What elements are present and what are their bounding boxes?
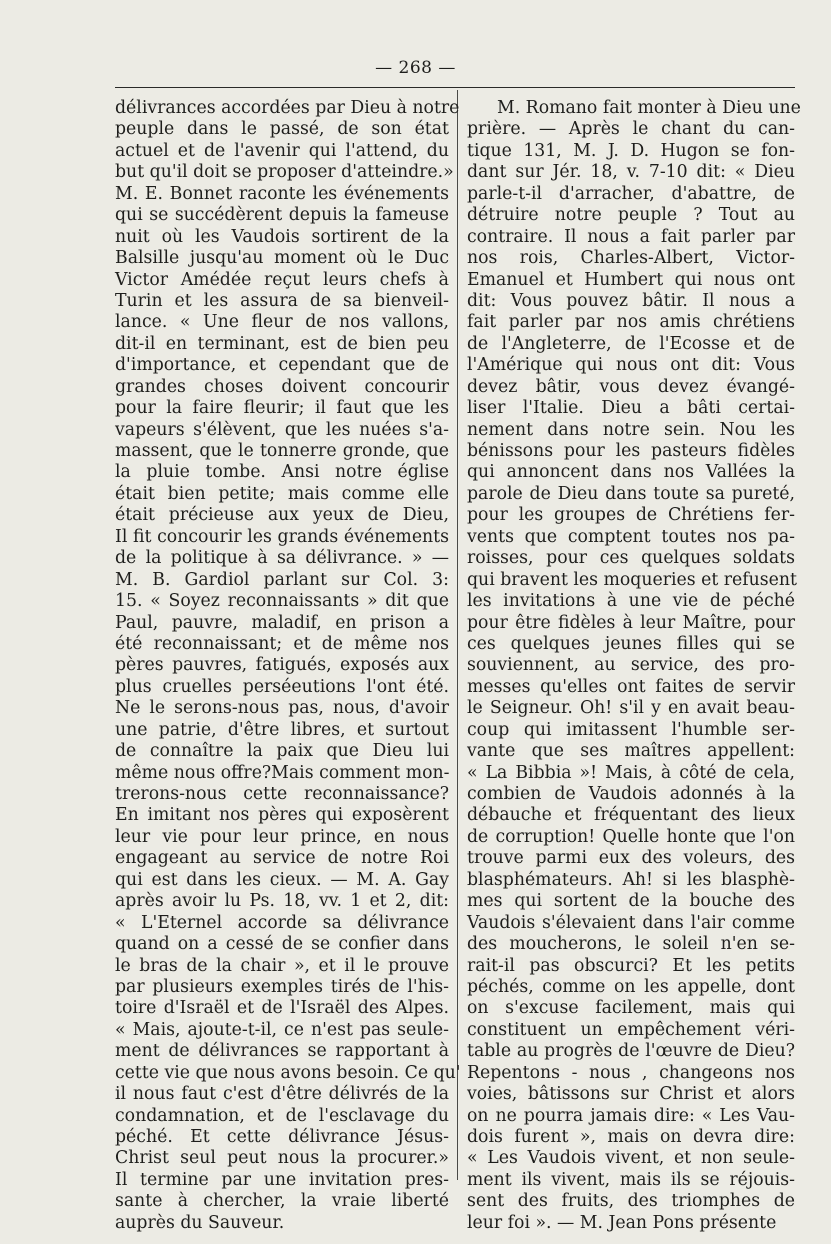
- text-line: Vaudois s'élevaient dans l'air comme: [467, 912, 795, 933]
- text-line: Balsille jusqu'au moment où le Duc: [115, 248, 449, 269]
- text-line: auprès du Sauveur.: [115, 1212, 285, 1233]
- text-line: plus cruelles perséeutions l'ont été.: [115, 676, 449, 697]
- text-line: fait parler par nos amis chrétiens: [467, 312, 795, 333]
- text-line: prière. — Après le chant du can-: [467, 119, 795, 140]
- text-line: le Seigneur. Oh! s'il y en avait beau-: [467, 698, 795, 719]
- text-line: parole de Dieu dans toute sa pureté,: [467, 483, 795, 504]
- text-line: même nous offre?Mais comment mon-: [115, 762, 450, 783]
- text-line: toire d'Israël et de l'Israël des Alpes.: [115, 998, 449, 1019]
- text-line: Ne le serons-nous pas, nous, d'avoir: [115, 698, 449, 719]
- text-line: Turin et les assura de sa bienveil-: [115, 290, 449, 311]
- text-line: vapeurs s'élèvent, que les nuées s'a-: [115, 419, 449, 440]
- text-line: de connaître la paix que Dieu lui: [115, 741, 449, 762]
- text-line: été reconnaissant; et de même nos: [115, 633, 449, 654]
- text-line: massent, que le tonnerre gronde, que: [115, 441, 449, 461]
- text-line: lance. « Une fleur de nos vallons,: [115, 312, 449, 333]
- text-line: Paul, pauvre, maladif, en prison a: [115, 612, 449, 633]
- page-number: — 268 —: [375, 58, 456, 78]
- text-line: dant sur Jér. 18, v. 7-10 dit: « Dieu: [467, 162, 795, 183]
- text-line: les invitations à une vie de péché: [467, 591, 795, 612]
- text-line: était bien petite; mais comme elle: [115, 483, 449, 504]
- right-column: [467, 98, 801, 1234]
- text-line: souviennent, au service, des pro-: [467, 655, 795, 676]
- text-line: Il termine par une invitation pres-: [115, 1169, 449, 1190]
- text-line: sante à chercher, la vraie liberté: [115, 1191, 449, 1212]
- text-line: leur vie pour leur prince, en nous: [115, 826, 449, 847]
- text-line: la pluie tombe. Ansi notre église: [115, 462, 449, 483]
- text-line: péché. Et cette délivrance Jésus-: [115, 1127, 449, 1147]
- text-line: péchés, comme on les appelle, dont: [467, 976, 795, 997]
- text-line: nement dans notre sein. Nou les: [467, 419, 795, 440]
- text-line: mes qui sortent de la bouche des: [467, 891, 795, 912]
- text-line: leur foi ». — M. Jean Pons présente: [467, 1212, 777, 1233]
- text-line: trerons-nous cette reconnaissance?: [115, 784, 449, 804]
- text-line: M. E. Bonnet raconte les événements: [115, 183, 449, 204]
- text-line: d'importance, et cependant que de: [115, 355, 449, 376]
- header-rule: [115, 87, 795, 88]
- text-line: constituent un empêchement véri-: [467, 1019, 795, 1040]
- text-line: roisses, pour ces quelques soldats: [467, 548, 795, 569]
- text-line: pour être fidèles à leur Maître, pour: [467, 612, 795, 633]
- text-line: il nous faut c'est d'être délivrés de la: [115, 1084, 449, 1105]
- text-line: peuple dans le passé, de son état: [115, 119, 449, 140]
- text-line: parle-t-il d'arracher, d'abattre, de: [467, 183, 795, 204]
- text-line: 15. « Soyez reconnaissants » dit que: [115, 591, 449, 612]
- text-line: table au progrès de l'œuvre de Dieu?: [467, 1041, 795, 1062]
- text-line: bénissons pour les pasteurs fidèles: [467, 441, 795, 461]
- text-line: ces quelques jeunes filles qui se: [467, 633, 795, 654]
- text-line: messes qu'elles ont faites de servir: [467, 676, 795, 697]
- text-line: « L'Eternel accorde sa délivrance: [115, 912, 449, 933]
- text-line: grandes choses doivent concourir: [115, 376, 449, 397]
- text-line: rait-il pas obscurci? Et les petits: [467, 955, 795, 976]
- text-line: une patrie, d'être libres, et surtout: [115, 719, 449, 740]
- text-line: blasphémateurs. Ah! si les blasphè-: [467, 869, 795, 890]
- text-line: des moucherons, le soleil n'en se-: [467, 934, 795, 955]
- text-line: était précieuse aux yeux de Dieu,: [115, 505, 449, 526]
- text-line: trouve parmi eux des voleurs, des: [467, 848, 795, 869]
- text-line: dit: Vous pouvez bâtir. Il nous a: [467, 290, 795, 311]
- text-line: délivrances accordées par Dieu à notre: [115, 98, 460, 118]
- text-line: « Les Vaudois vivent, et non seule-: [467, 1148, 795, 1169]
- text-line: l'Amérique qui nous ont dit: Vous: [467, 355, 795, 376]
- text-line: nuit où les Vaudois sortirent de la: [115, 226, 449, 247]
- text-line: de l'Angleterre, de l'Ecosse et de: [467, 333, 795, 354]
- text-line: pour les groupes de Chrétiens fer-: [467, 505, 795, 526]
- text-line: Repentons - nous , changeons nos: [467, 1062, 795, 1083]
- text-line: cette vie que nous avons besoin. Ce qu': [115, 1062, 461, 1083]
- text-line: M. B. Gardiol parlant sur Col. 3:: [115, 569, 449, 590]
- text-line: Emanuel et Humbert qui nous ont: [467, 269, 795, 290]
- text-line: par plusieurs exemples tirés de l'his-: [115, 976, 449, 997]
- text-line: liser l'Italie. Dieu a bâti certai-: [467, 398, 795, 419]
- text-line: M. Romano fait monter à Dieu une: [497, 98, 801, 118]
- text-line: condamnation, et de l'esclavage du: [115, 1105, 449, 1126]
- text-line: « Mais, ajoute-t-il, ce n'est pas seule-: [115, 1019, 449, 1040]
- text-line: vante que ses maîtres appellent:: [467, 741, 795, 762]
- text-line: Christ seul peut nous la procurer.»: [115, 1148, 449, 1169]
- text-line: pères pauvres, fatigués, exposés aux: [115, 655, 449, 676]
- text-line: qui bravent les moqueries et refusent: [467, 569, 797, 590]
- text-line: En imitant nos pères qui exposèrent: [115, 805, 449, 826]
- left-column: [115, 98, 461, 1234]
- text-line: engageant au service de notre Roi: [115, 848, 449, 869]
- text-line: qui est dans les cieux. — M. A. Gay: [115, 869, 449, 890]
- text-line: on ne pourra jamais dire: « Les Vau-: [467, 1105, 795, 1126]
- text-line: dit-il en terminant, est de bien peu: [115, 333, 449, 354]
- text-line: qui annoncent dans nos Vallées la: [467, 462, 795, 483]
- text-line: tique 131, M. J. D. Hugon se fon-: [467, 140, 795, 161]
- text-line: Il fit concourir les grands événements: [115, 526, 449, 547]
- text-line: coup qui imitassent l'humble ser-: [467, 719, 795, 740]
- text-line: ment de délivrances se rapportant à: [115, 1041, 449, 1062]
- text-line: après avoir lu Ps. 18, vv. 1 et 2, dit:: [115, 891, 449, 912]
- text-line: de la politique à sa délivrance. » —: [115, 548, 449, 569]
- text-line: détruire notre peuple ? Tout au: [467, 205, 795, 226]
- text-line: but qu'il doit se proposer d'atteindre.»: [115, 162, 454, 183]
- text-line: nos rois, Charles-Albert, Victor-: [467, 248, 795, 269]
- column-divider: [457, 90, 458, 1180]
- text-line: vents que comptent toutes nos pa-: [467, 526, 795, 547]
- text-line: « La Bibbia »! Mais, à côté de cela,: [467, 762, 795, 783]
- text-line: voies, bâtissons sur Christ et alors: [467, 1084, 795, 1105]
- text-line: qui se succédèrent depuis la fameuse: [115, 205, 449, 226]
- text-line: pour la faire fleurir; il faut que les: [115, 398, 449, 419]
- text-line: combien de Vaudois adonnés à la: [467, 784, 795, 804]
- text-line: actuel et de l'avenir qui l'attend, du: [115, 140, 449, 161]
- text-line: contraire. Il nous a fait parler par: [467, 226, 795, 247]
- text-line: on s'excuse facilement, mais qui: [467, 998, 795, 1019]
- text-line: devez bâtir, vous devez évangé-: [467, 376, 795, 397]
- text-line: quand on a cessé de se confier dans: [115, 934, 449, 955]
- text-line: débauche et fréquentant des lieux: [467, 805, 795, 826]
- text-line: dois furent », mais on devra dire:: [467, 1127, 795, 1147]
- text-line: le bras de la chair », et il le prouve: [115, 955, 449, 976]
- text-line: sent des fruits, des triomphes de: [467, 1191, 795, 1212]
- text-line: Victor Amédée reçut leurs chefs à: [115, 269, 449, 290]
- text-line: ment ils vivent, mais ils se réjouis-: [467, 1169, 795, 1190]
- text-line: de corruption! Quelle honte que l'on: [467, 826, 795, 847]
